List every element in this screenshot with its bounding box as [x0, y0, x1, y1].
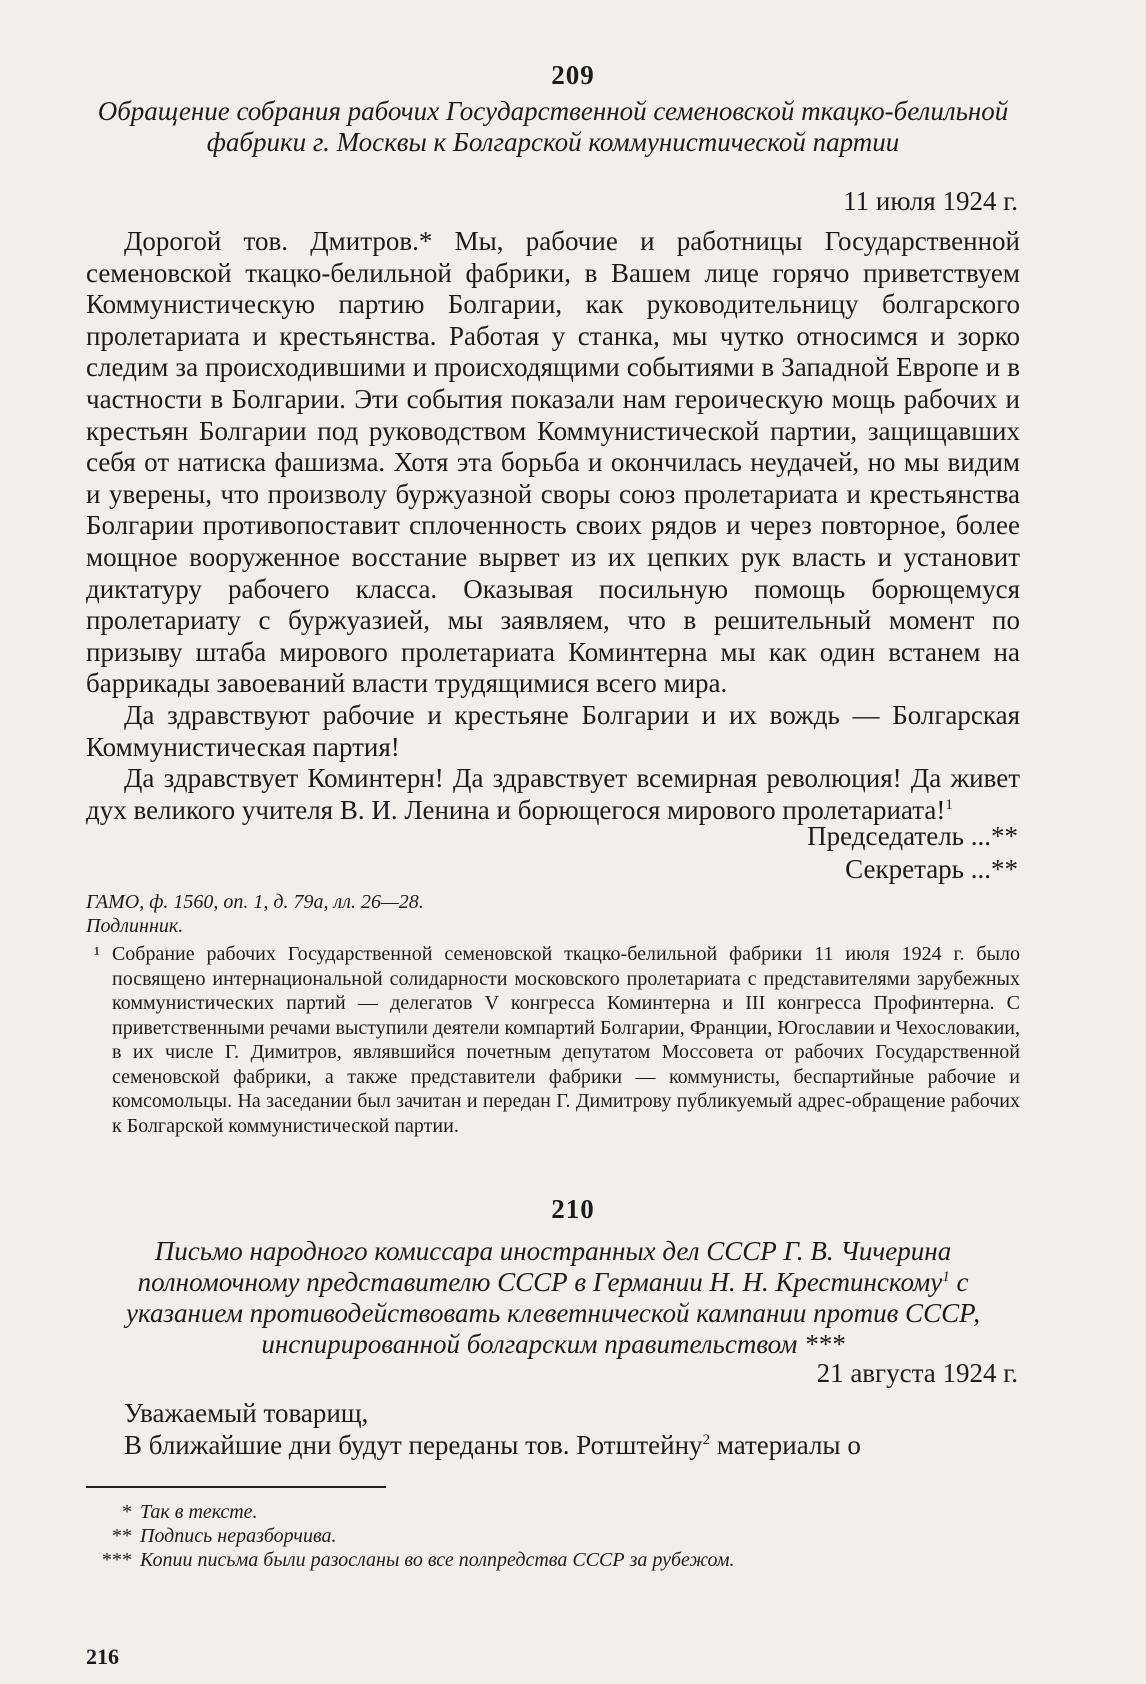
document-body	[86, 226, 1020, 826]
document-body	[86, 1398, 1020, 1461]
body-paragraph: Да здравствуют рабочие и крестьяне Болгарии и их вождь — Болгарская Коммунистическая партия!	[86, 699, 1020, 762]
footnote-mark: ¹	[94, 943, 100, 965]
footnote-item	[86, 1500, 1020, 1524]
footnote-item	[86, 1524, 1020, 1548]
footnote-text: Собрание рабочих Государственной семеновской ткацко-белильной фабрики 11 июля 1924 г. было посвящено интернациональной солидарности московского пролетариата с представителями зарубежных коммунистических партий — делегатов V конгресса Коминтерна и III конгресса Профинтерна. С приветственными речами выступили деятели компартий Болгарии, Франции, Югославии и Чехословакии, в их числе Г. Димитров, являвшийся почетным депутатом Моссовета от рабочих Государственной семеновской фабрики, а также представители фабрики — коммунисты, беспартийные рабочие и комсомольцы. На заседании был зачитан и передан Г. Димитрову публикуемый адрес-обращение рабочих к Болгарской коммунистической партии.	[111, 943, 1021, 1137]
note-reference: 2	[702, 1431, 711, 1448]
signatures	[807, 820, 1018, 886]
document-footnote	[86, 942, 1020, 1138]
footnote-divider	[86, 1486, 386, 1488]
document-date: 11 июля 1924 г.	[843, 186, 1018, 216]
body-paragraph	[86, 763, 1020, 826]
body-paragraph-text: Да здравствует Коминтерн! Да здравствует всемирная революция! Да живет дух великого учителя В. И. Ленина и борющегося мирового пролетариата!	[86, 763, 1020, 825]
salutation: Уважаемый товарищ,	[124, 1398, 369, 1428]
page-footnotes	[86, 1500, 1020, 1572]
body-line: В ближайшие дни будут переданы тов. Ротштейну	[124, 1429, 703, 1460]
signature-chairman: Председатель ...**	[807, 821, 1018, 851]
document-title	[86, 1236, 1020, 1360]
footnote-item	[86, 1548, 1020, 1572]
body-line-tail: материалы о	[710, 1429, 861, 1460]
footnote-mark: *	[122, 1501, 132, 1523]
title-text: Письмо народного комиссара иностранных дел СССР Г. В. Чичерина полномочному представителю СССР в Германии Н. Н. Крестинскому	[137, 1236, 952, 1297]
archive-source: ГАМО, ф. 1560, оп. 1, д. 79а, лл. 26—28.	[86, 891, 424, 913]
footnote-mark: ***	[102, 1549, 132, 1571]
signature-secretary: Секретарь ...**	[845, 854, 1018, 884]
footnote-text: Копии письма были разосланы во все полпредства СССР за рубежом.	[140, 1549, 735, 1571]
footnote-mark: **	[112, 1525, 132, 1547]
archive-reference	[86, 890, 424, 938]
title-reference: 1	[942, 1269, 950, 1285]
page-number: 216	[86, 1644, 119, 1669]
archive-original: Подлинник.	[86, 915, 184, 937]
title-tail: с указанием противодействовать клеветнической кампании против СССР, инспирированной болгарским правительством ***	[126, 1267, 980, 1359]
footnote-item	[86, 942, 1020, 1138]
footnote-text: Подпись неразборчива.	[140, 1525, 337, 1547]
note-reference: 1	[945, 796, 953, 813]
document-number: 209	[551, 60, 595, 90]
document-number: 210	[551, 1194, 595, 1224]
document-date: 21 августа 1924 г.	[816, 1358, 1018, 1388]
body-paragraph	[86, 1430, 1020, 1462]
footnote-text: Так в тексте.	[140, 1501, 258, 1523]
document-title: Обращение собрания рабочих Государственной семеновской ткацко-белильной фабрики г. Москвы к Болгарской коммунистической партии	[97, 96, 1009, 157]
body-paragraph: Дорогой тов. Дмитров.* Мы, рабочие и работницы Государственной семеновской ткацко-белильной фабрики, в Вашем лице горячо приветствуем Коммунистическую партию Болгарии, как руководительницу болгарского пролетариата и крестьянства. Работая у станка, мы чутко относимся и зорко следим за происходившими и происходящими событиями в Западной Европе и в частности в Болгарии. Эти события показали нам героическую мощь рабочих и крестьян Болгарии под руководством Коммунистической партии, защищавших себя от натиска фашизма. Хотя эта борьба и окончилась неудачей, но мы видим и уверены, что произволу буржуазной своры союз пролетариата и крестьянства Болгарии противопоставит сплоченность своих рядов и через повторное, более мощное вооруженное восстание вырвет из их цепких рук власть и установит диктатуру рабочего класса. Оказывая посильную помощь борющемуся пролетариату с буржуазией, мы заявляем, что в решительный момент по призыву штаба мирового пролетариата Коминтерна мы как один встанем на баррикады завоеваний власти трудящимися всего мира.	[86, 226, 1020, 699]
